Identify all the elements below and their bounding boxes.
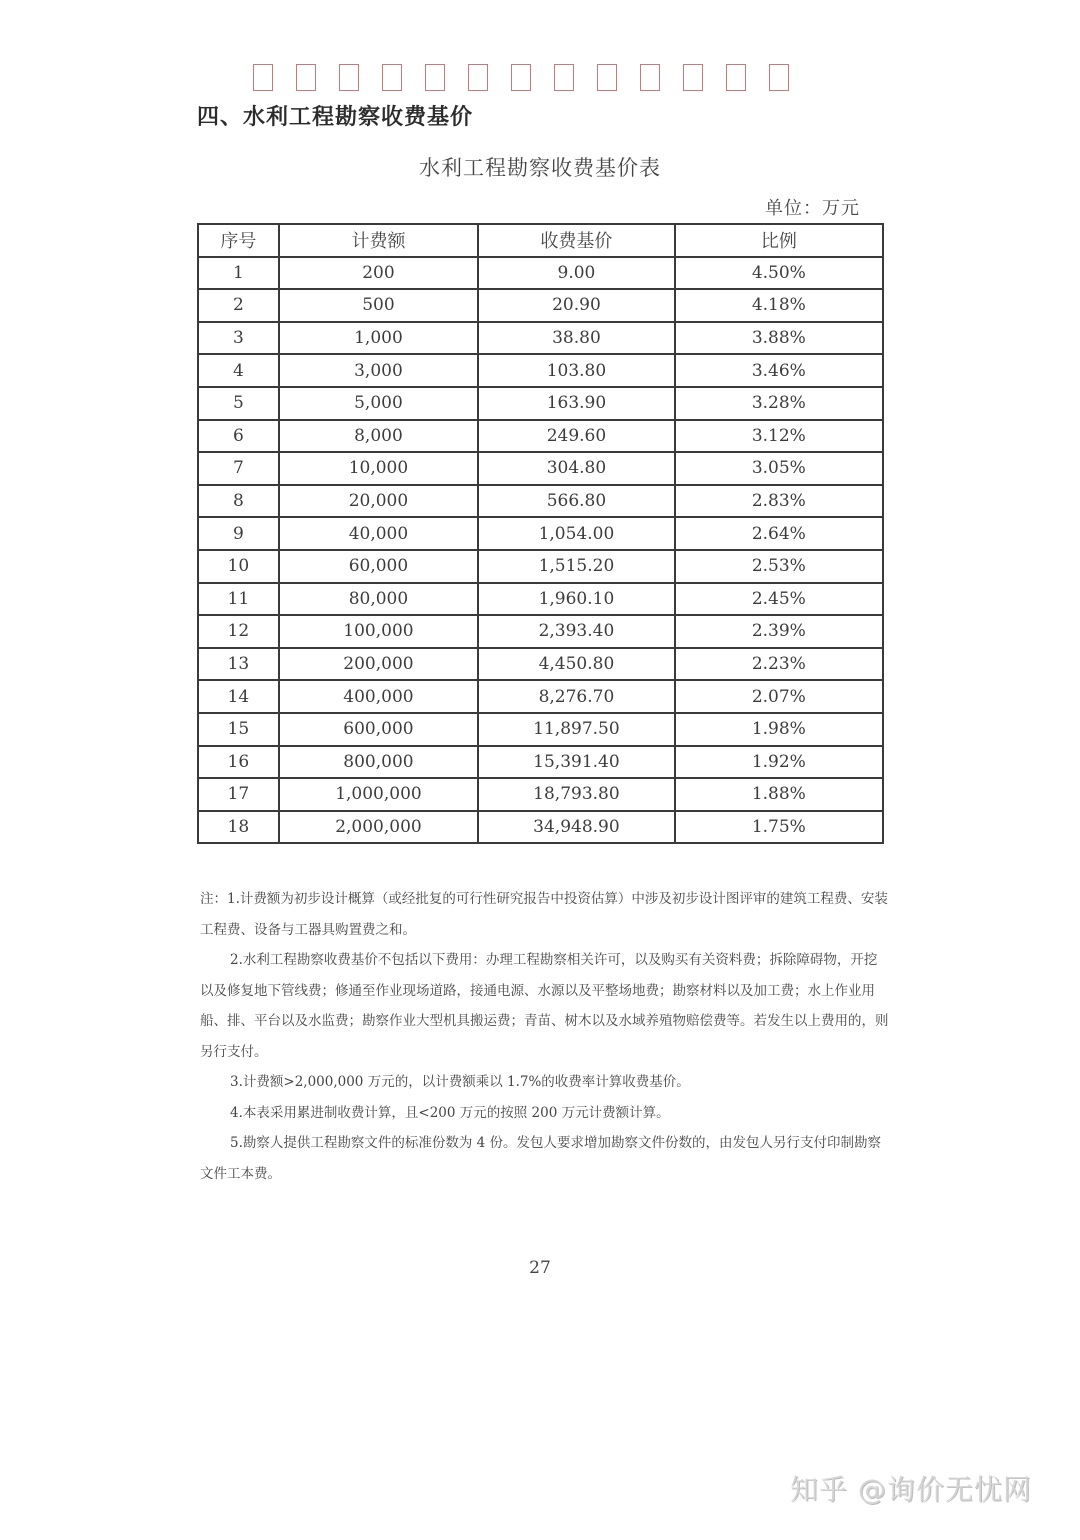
cell-base-price: 163.90 [478,387,674,420]
column-header-fee-base: 计费额 [279,224,478,257]
cell-fee-base: 40,000 [279,517,478,550]
cell-fee-base: 5,000 [279,387,478,420]
note-1: 注：1.计费额为初步设计概算（或经批复的可行性研究报告中投资估算）中涉及初步设计图评审的建筑工程费、安装工程费、设备与工器具购置费之和。 [200,891,888,938]
cell-index: 2 [198,289,279,322]
note-5: 5.勘察人提供工程勘察文件的标准份数为 4 份。发包人要求增加勘察文件份数的，由发包人另行支付印制勘察文件工本费。 [200,1135,882,1182]
cell-fee-base: 1,000,000 [279,778,478,811]
cell-ratio: 1.98% [675,713,883,746]
column-header-base-price: 收费基价 [478,224,674,257]
cell-index: 18 [198,811,279,844]
cell-ratio: 1.75% [675,811,883,844]
cell-base-price: 34,948.90 [478,811,674,844]
cell-index: 5 [198,387,279,420]
cell-ratio: 2.64% [675,517,883,550]
unit-label: 单位：万元 [765,198,860,219]
cell-base-price: 1,515.20 [478,550,674,583]
missing-glyph-box [339,64,359,91]
cell-base-price: 9.00 [478,257,674,290]
cell-base-price: 20.90 [478,289,674,322]
cell-ratio: 3.28% [675,387,883,420]
cell-ratio: 4.50% [675,257,883,290]
cell-base-price: 103.80 [478,354,674,387]
cell-fee-base: 500 [279,289,478,322]
cell-base-price: 4,450.80 [478,648,674,681]
cell-base-price: 1,054.00 [478,517,674,550]
cell-fee-base: 200 [279,257,478,290]
cell-fee-base: 400,000 [279,680,478,713]
watermark: 知乎 @询价无忧网 [790,1473,1032,1506]
table-row [198,322,883,355]
missing-glyph-row [253,64,789,91]
cell-ratio: 2.83% [675,485,883,518]
missing-glyph-box [554,64,574,91]
cell-ratio: 3.12% [675,420,883,453]
cell-index: 15 [198,713,279,746]
missing-glyph-box [511,64,531,91]
missing-glyph-box [769,64,789,91]
missing-glyph-box [253,64,273,91]
cell-fee-base: 20,000 [279,485,478,518]
table-row [198,811,883,844]
cell-fee-base: 60,000 [279,550,478,583]
cell-fee-base: 2,000,000 [279,811,478,844]
cell-base-price: 38.80 [478,322,674,355]
table-row [198,746,883,779]
column-header-index: 序号 [198,224,279,257]
cell-ratio: 2.53% [675,550,883,583]
cell-fee-base: 8,000 [279,420,478,453]
section-heading: 四、水利工程勘察收费基价 [197,105,474,130]
cell-base-price: 304.80 [478,452,674,485]
cell-ratio: 2.39% [675,615,883,648]
cell-ratio: 2.23% [675,648,883,681]
table-header-row [198,224,883,257]
cell-base-price: 15,391.40 [478,746,674,779]
cell-fee-base: 1,000 [279,322,478,355]
missing-glyph-box [468,64,488,91]
cell-index: 7 [198,452,279,485]
note-2: 2.水利工程勘察收费基价不包括以下费用：办理工程勘察相关许可，以及购买有关资料费；拆除障碍物，开挖以及修复地下管线费；修通至作业现场道路，接通电源、水源以及平整场地费；勘察材料以及加工费；水上作业用船、排、平台以及水监费；勘察作业大型机具搬运费；青苗、树木以及水域养殖物赔偿费等。若发生以上费用的，则另行支付。 [200,952,889,1060]
table-row [198,713,883,746]
cell-base-price: 11,897.50 [478,713,674,746]
cell-index: 10 [198,550,279,583]
table-row [198,452,883,485]
cell-ratio: 4.18% [675,289,883,322]
cell-index: 4 [198,354,279,387]
cell-base-price: 18,793.80 [478,778,674,811]
table-row [198,615,883,648]
cell-ratio: 2.07% [675,680,883,713]
cell-fee-base: 10,000 [279,452,478,485]
table-row [198,257,883,290]
cell-index: 12 [198,615,279,648]
cell-ratio: 3.05% [675,452,883,485]
cell-base-price: 566.80 [478,485,674,518]
page-number: 27 [529,1258,551,1278]
table-row [198,648,883,681]
cell-fee-base: 800,000 [279,746,478,779]
cell-index: 16 [198,746,279,779]
cell-index: 3 [198,322,279,355]
missing-glyph-box [382,64,402,91]
cell-base-price: 2,393.40 [478,615,674,648]
table-row [198,550,883,583]
missing-glyph-box [683,64,703,91]
cell-ratio: 2.45% [675,583,883,616]
missing-glyph-box [597,64,617,91]
table-row [198,778,883,811]
column-header-ratio: 比例 [675,224,883,257]
cell-ratio: 3.88% [675,322,883,355]
cell-fee-base: 100,000 [279,615,478,648]
cell-index: 17 [198,778,279,811]
cell-index: 6 [198,420,279,453]
table-row [198,517,883,550]
cell-index: 11 [198,583,279,616]
cell-fee-base: 3,000 [279,354,478,387]
table-row [198,289,883,322]
missing-glyph-box [726,64,746,91]
cell-ratio: 3.46% [675,354,883,387]
cell-base-price: 8,276.70 [478,680,674,713]
note-3: 3.计费额>2,000,000 万元的，以计费额乘以 1.7%的收费率计算收费基价。 [230,1074,690,1090]
table-row [198,485,883,518]
cell-base-price: 249.60 [478,420,674,453]
table-row [198,354,883,387]
table-body [198,257,883,844]
missing-glyph-box [425,64,445,91]
cell-index: 13 [198,648,279,681]
fee-table [197,223,884,844]
cell-index: 9 [198,517,279,550]
cell-fee-base: 80,000 [279,583,478,616]
note-4: 4.本表采用累进制收费计算，且<200 万元的按照 200 万元计费额计算。 [230,1104,670,1121]
table-row [198,420,883,453]
cell-index: 14 [198,680,279,713]
table-row [198,583,883,616]
notes-section [200,884,890,1189]
cell-index: 8 [198,485,279,518]
table-row [198,387,883,420]
table-title: 水利工程勘察收费基价表 [419,156,661,180]
cell-fee-base: 200,000 [279,648,478,681]
missing-glyph-box [296,64,316,91]
cell-ratio: 1.88% [675,778,883,811]
cell-base-price: 1,960.10 [478,583,674,616]
table-row [198,680,883,713]
cell-ratio: 1.92% [675,746,883,779]
missing-glyph-box [640,64,660,91]
cell-fee-base: 600,000 [279,713,478,746]
cell-index: 1 [198,257,279,290]
